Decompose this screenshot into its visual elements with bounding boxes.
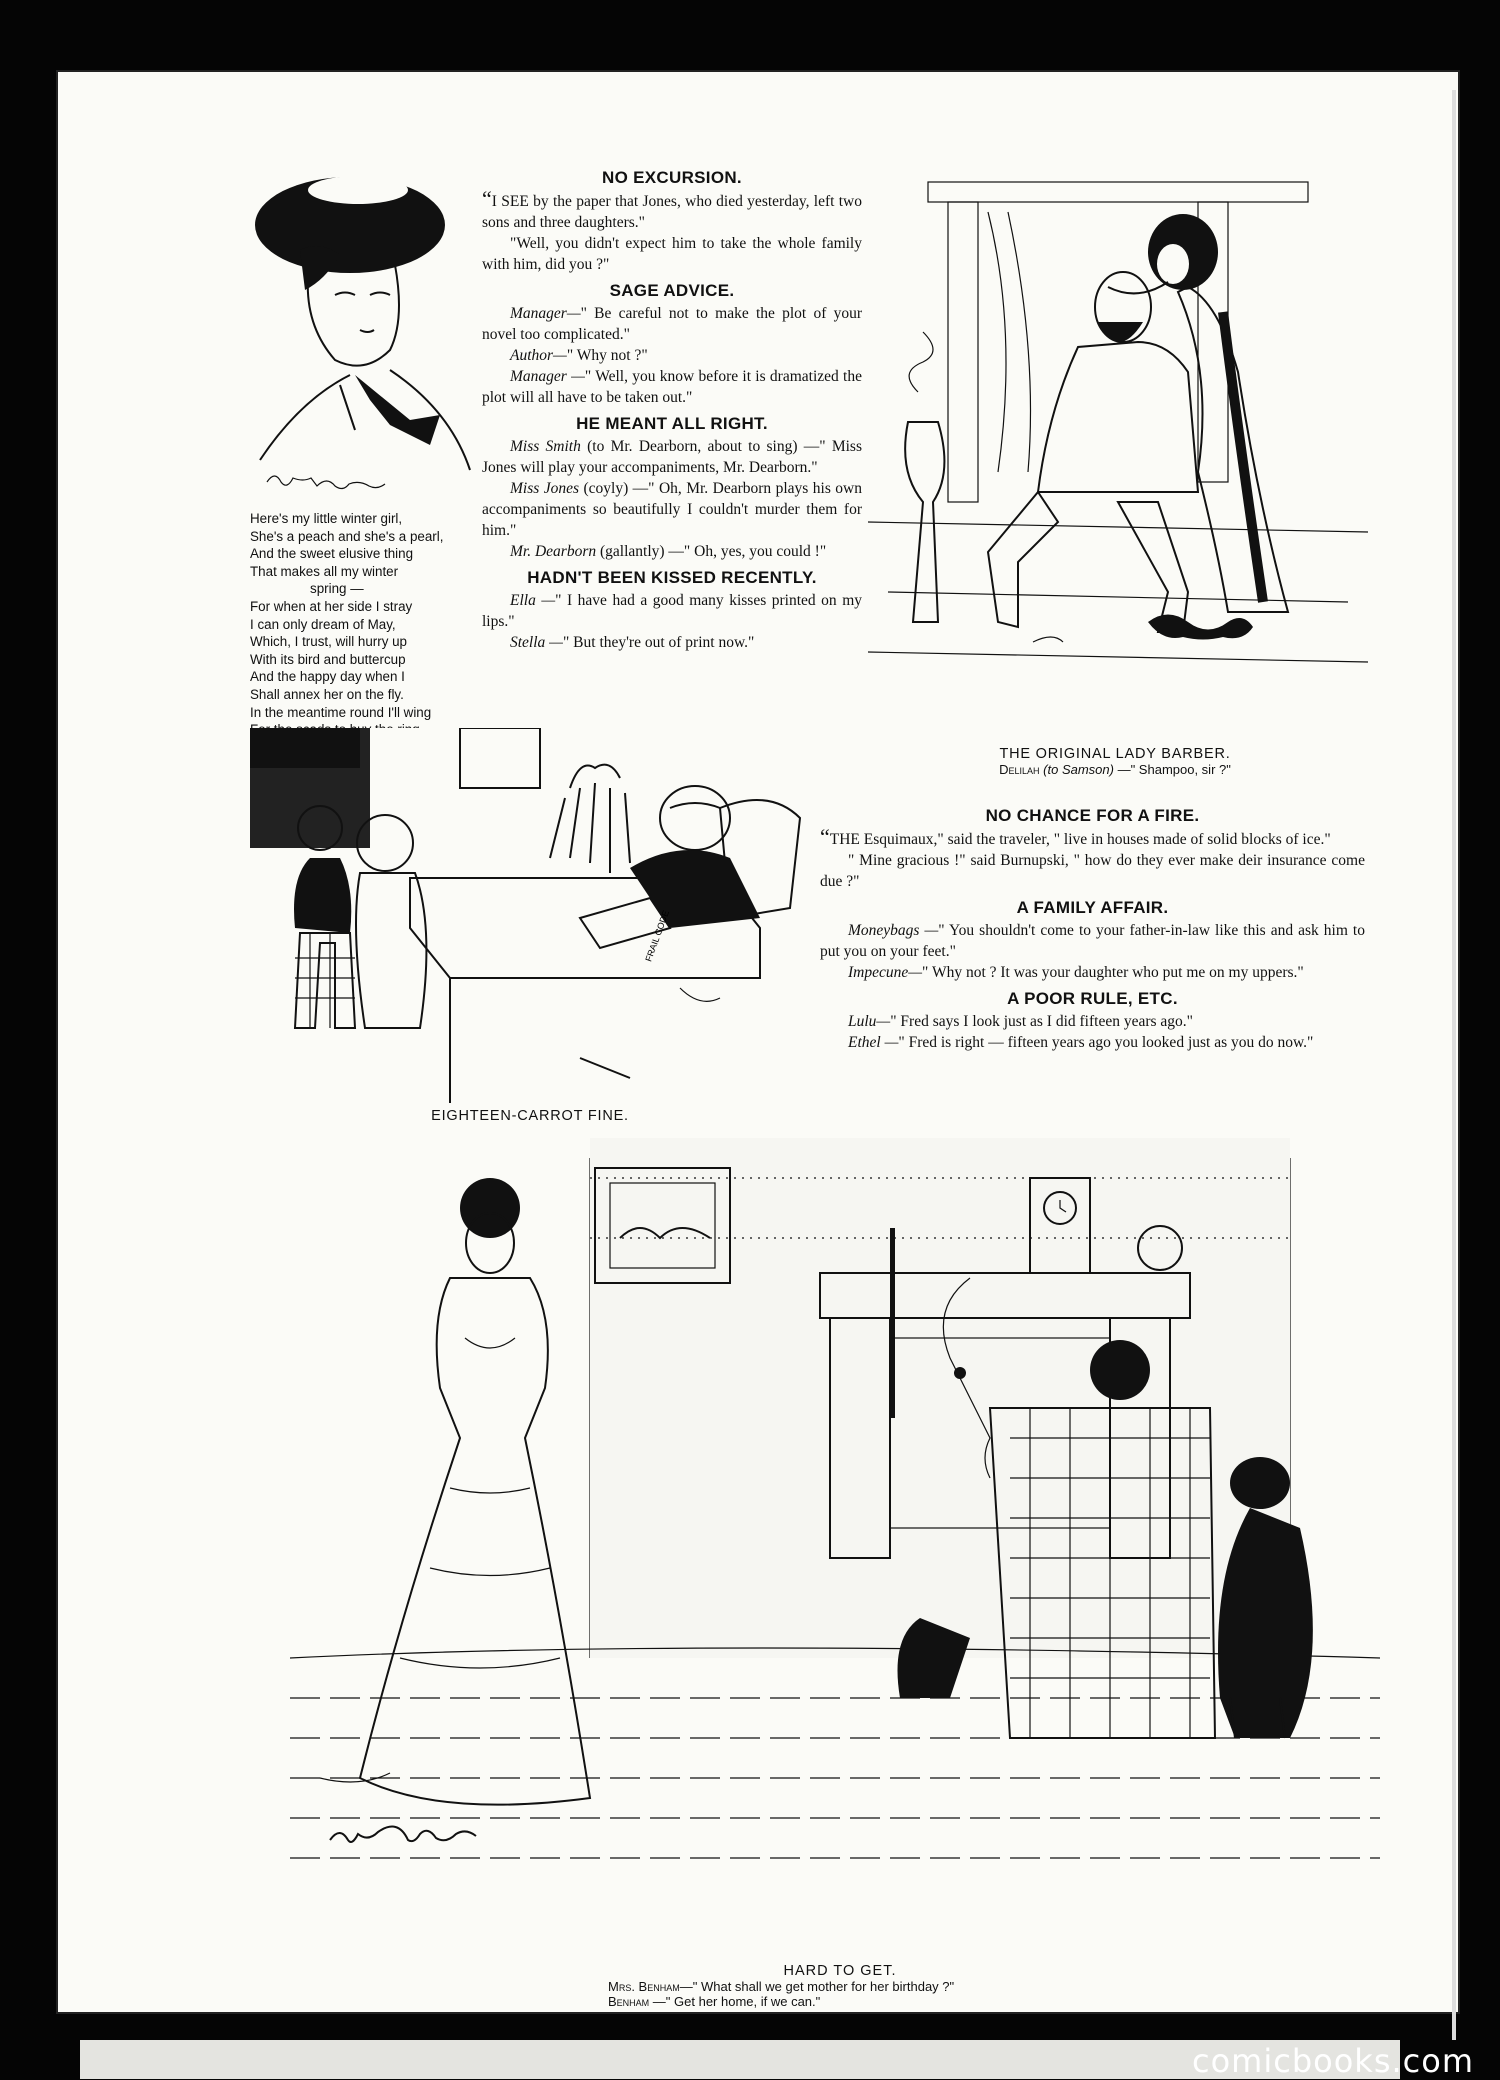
- jokes-column-right: [820, 800, 1365, 1053]
- joke-title: NO EXCURSION.: [602, 168, 742, 187]
- poem-line: I can only dream of May,: [250, 616, 396, 632]
- hard-to-get-caption: [560, 1963, 1120, 2009]
- carrot-book-label: [625, 905, 695, 965]
- samson-caption: [900, 746, 1330, 777]
- page-edge: [1452, 90, 1456, 2040]
- joke-paragraph: Stella —" But they're out of print now.": [510, 634, 755, 651]
- poem-line: In the meantime round I'll wing: [250, 704, 432, 720]
- joke-paragraph: "Well, you didn't expect him to take the whole family with him, did you ?": [482, 235, 862, 273]
- caption-line: Delilah (to Samson) —" Shampoo, sir ?": [999, 762, 1231, 777]
- winter-girl-illustration: [240, 170, 480, 500]
- joke-paragraph: Ethel —" Fred is right — fifteen years ago you looked just as you do now.": [848, 1034, 1314, 1051]
- joke-paragraph: Author—" Why not ?": [510, 347, 648, 364]
- joke-title: HADN'T BEEN KISSED RECENTLY.: [527, 568, 817, 587]
- caption-line: Benham —" Get her home, if we can.": [608, 1994, 821, 2009]
- caption-title: THE ORIGINAL LADY BARBER.: [999, 746, 1231, 762]
- samson-barber-illustration: [868, 172, 1368, 732]
- jokes-column-left: [482, 162, 862, 653]
- joke-paragraph: Manager —" Well, you know before it is dramatized the plot will all have to be taken out.": [482, 368, 862, 406]
- winter-girl-poem: [250, 510, 472, 739]
- joke-title: NO CHANCE FOR A FIRE.: [985, 806, 1200, 825]
- joke-paragraph: Miss Jones (coyly) —" Oh, Mr. Dearborn plays his own accompaniments so beautifully I couldn't murder them for him.": [482, 480, 862, 539]
- poem-signature: [262, 468, 402, 490]
- joke-paragraph: Manager—" Be careful not to make the plot of your novel too complicated.": [482, 305, 862, 343]
- joke-paragraph: Impecune—" Why not ? It was your daughter who put me on my uppers.": [848, 964, 1304, 981]
- carrot-illustration: [250, 728, 810, 1103]
- joke-paragraph: Miss Smith (to Mr. Dearborn, about to sing) —" Miss Jones will play your accompaniments, Mr. Dearborn.": [482, 438, 862, 476]
- poem-line: Here's my little winter girl,: [250, 511, 403, 526]
- artist-signature: [325, 1815, 495, 1855]
- joke-paragraph: " Mine gracious !" said Burnupski, " how do they ever make deir insurance come due ?": [820, 852, 1365, 890]
- watermark: comicbooks.com: [1191, 2042, 1474, 2080]
- joke-paragraph: Moneybags —" You shouldn't come to your father-in-law like this and ask him to put you on your feet.": [820, 922, 1365, 960]
- poem-line: Shall annex her on the fly.: [250, 686, 404, 702]
- poem-line: That makes all my winter: [250, 563, 399, 579]
- poem-line: And the sweet elusive thing: [250, 546, 414, 562]
- poem-line: And the happy day when I: [250, 669, 405, 685]
- joke-paragraph: Ella —" I have had a good many kisses printed on my lips.": [482, 592, 862, 630]
- book-label-text: FRAIL CODE: [643, 909, 672, 963]
- poem-line: With its bird and buttercup: [250, 651, 406, 667]
- poem-line: spring —: [310, 581, 364, 597]
- poem-line: For when at her side I stray: [250, 598, 413, 614]
- caption-line: Mrs. Benham—" What shall we get mother for her birthday ?": [608, 1979, 955, 1994]
- joke-paragraph: “THE Esquimaux," said the traveler, " live in houses made of solid blocks of ice.": [820, 824, 1331, 849]
- poem-line: She's a peach and she's a pearl,: [250, 528, 444, 544]
- joke-title: A FAMILY AFFAIR.: [1016, 898, 1169, 917]
- joke-paragraph: Lulu—" Fred says I look just as I did fifteen years ago.": [848, 1013, 1193, 1030]
- poem-line: Which, I trust, will hurry up: [250, 634, 408, 650]
- joke-paragraph: “I SEE by the paper that Jones, who died yesterday, left two sons and three daughters.": [482, 186, 862, 231]
- carrot-caption: EIGHTEEN-CARROT FINE.: [431, 1108, 629, 1124]
- joke-title: SAGE ADVICE.: [609, 281, 735, 300]
- joke-title: HE MEANT ALL RIGHT.: [576, 414, 768, 433]
- caption-title: HARD TO GET.: [783, 1963, 897, 1979]
- joke-paragraph: Mr. Dearborn (gallantly) —" Oh, yes, you could !": [510, 543, 827, 560]
- joke-title: A POOR RULE, ETC.: [1007, 989, 1178, 1008]
